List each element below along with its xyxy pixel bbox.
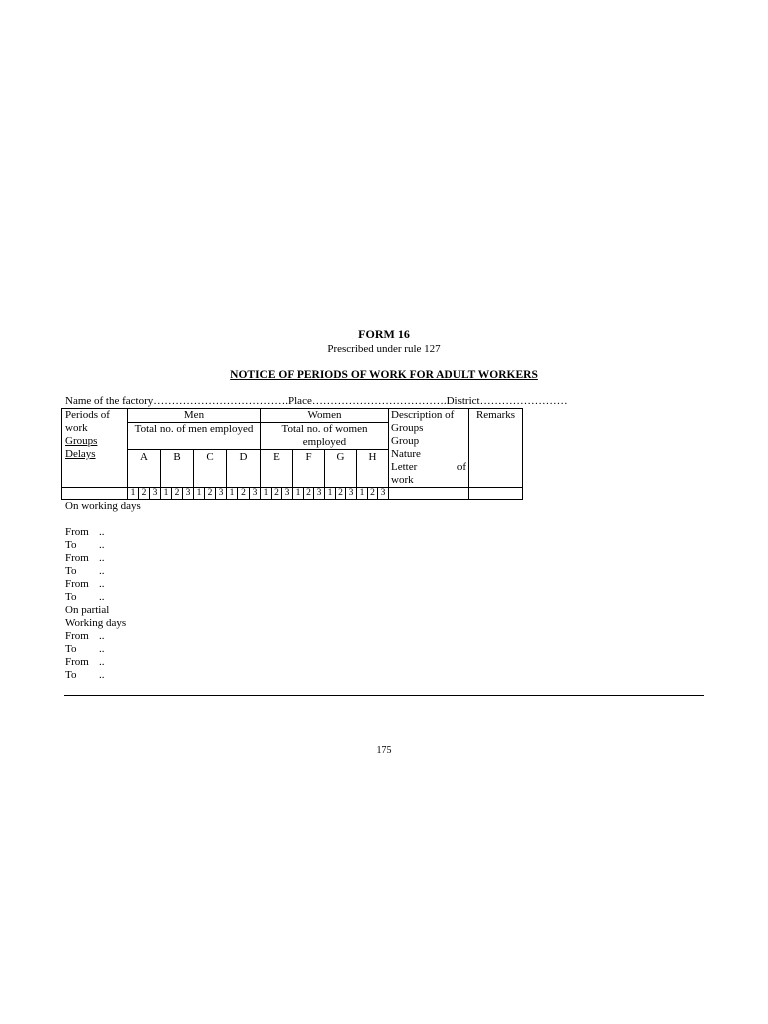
group-a: A xyxy=(128,450,161,488)
description-header xyxy=(389,409,469,488)
form-title: FORM 16 xyxy=(358,327,410,341)
from-label: From xyxy=(65,526,89,538)
sub-col: 1 xyxy=(293,488,304,500)
dots: .. xyxy=(99,578,105,590)
periods-header xyxy=(62,409,128,488)
sub-col: 1 xyxy=(261,488,272,500)
dots: .. xyxy=(99,539,105,551)
description-of: of xyxy=(456,461,466,473)
delays-label: Delays xyxy=(65,448,96,460)
sub-col: 3 xyxy=(150,488,161,500)
row-to xyxy=(65,539,141,552)
periods-sub-cell xyxy=(62,488,128,500)
row-to xyxy=(65,643,141,656)
dots: .. xyxy=(99,630,105,642)
sub-col: 3 xyxy=(250,488,261,500)
sub-col: 2 xyxy=(139,488,150,500)
row-from xyxy=(65,656,141,669)
sub-col: 3 xyxy=(314,488,325,500)
sub-col: 1 xyxy=(128,488,139,500)
description-label: Description of xyxy=(391,409,455,421)
work-periods-table xyxy=(61,408,523,500)
sub-col: 2 xyxy=(238,488,250,500)
row-from xyxy=(65,526,141,539)
men-total-header: Total no. of men employed xyxy=(128,423,261,450)
sub-col: 3 xyxy=(346,488,357,500)
sub-col: 1 xyxy=(194,488,205,500)
group-d: D xyxy=(227,450,261,488)
group-c: C xyxy=(194,450,227,488)
working-days-label: On working days xyxy=(65,500,141,512)
sub-col: 1 xyxy=(357,488,368,500)
description-letter: Letter xyxy=(391,461,418,473)
men-header: Men xyxy=(128,409,261,423)
row-to xyxy=(65,591,141,604)
description-work: work xyxy=(391,474,414,486)
remarks-header: Remarks xyxy=(469,409,523,488)
sub-col: 1 xyxy=(161,488,172,500)
group-g: G xyxy=(325,450,357,488)
form-subtitle: Prescribed under rule 127 xyxy=(327,343,441,355)
row-from xyxy=(65,578,141,591)
row-to xyxy=(65,565,141,578)
notice-title: NOTICE OF PERIODS OF WORK FOR ADULT WORKERS xyxy=(230,369,538,381)
from-label: From xyxy=(65,578,89,590)
dots: .. xyxy=(99,552,105,564)
partial-days-label-1: On partial xyxy=(65,604,110,616)
page-number: 175 xyxy=(376,745,392,756)
description-nature: Nature xyxy=(391,448,421,460)
dots: .. xyxy=(99,643,105,655)
dots: .. xyxy=(99,591,105,603)
sub-col: 3 xyxy=(216,488,227,500)
group-e: E xyxy=(261,450,293,488)
sub-col: 2 xyxy=(336,488,346,500)
sub-col: 1 xyxy=(227,488,238,500)
description-groups: Groups xyxy=(391,422,424,434)
factory-name-line: Name of the factory……………………………….Place……………………………….District…………………… xyxy=(65,395,568,407)
to-label: To xyxy=(65,643,77,655)
sub-col: 2 xyxy=(304,488,314,500)
remarks-sub-cell xyxy=(469,488,523,500)
sub-col: 2 xyxy=(172,488,183,500)
description-sub-cell xyxy=(389,488,469,500)
sub-col: 1 xyxy=(325,488,336,500)
dots: .. xyxy=(99,669,105,681)
from-label: From xyxy=(65,630,89,642)
sub-col: 3 xyxy=(378,488,389,500)
periods-label-1: Periods of xyxy=(65,409,110,421)
to-label: To xyxy=(65,565,77,577)
women-header: Women xyxy=(261,409,389,423)
group-f: F xyxy=(293,450,325,488)
period-rows xyxy=(65,500,141,682)
from-label: From xyxy=(65,552,89,564)
sub-col: 2 xyxy=(205,488,216,500)
dots: .. xyxy=(99,565,105,577)
to-label: To xyxy=(65,539,77,551)
sub-col: 3 xyxy=(282,488,293,500)
description-group: Group xyxy=(391,435,420,447)
periods-label-2: work xyxy=(65,422,88,434)
women-total-header: Total no. of women employed xyxy=(261,423,389,450)
dots: .. xyxy=(99,656,105,668)
dots: .. xyxy=(99,526,105,538)
from-label: From xyxy=(65,656,89,668)
partial-days-label-2: Working days xyxy=(65,617,127,629)
row-from xyxy=(65,552,141,565)
groups-label: Groups xyxy=(65,435,98,447)
footer-rule xyxy=(64,695,704,696)
row-from xyxy=(65,630,141,643)
to-label: To xyxy=(65,591,77,603)
sub-col: 3 xyxy=(183,488,194,500)
group-h: H xyxy=(357,450,389,488)
to-label: To xyxy=(65,669,77,681)
sub-col: 2 xyxy=(368,488,378,500)
sub-col: 2 xyxy=(272,488,282,500)
group-b: B xyxy=(161,450,194,488)
row-to xyxy=(65,669,141,682)
